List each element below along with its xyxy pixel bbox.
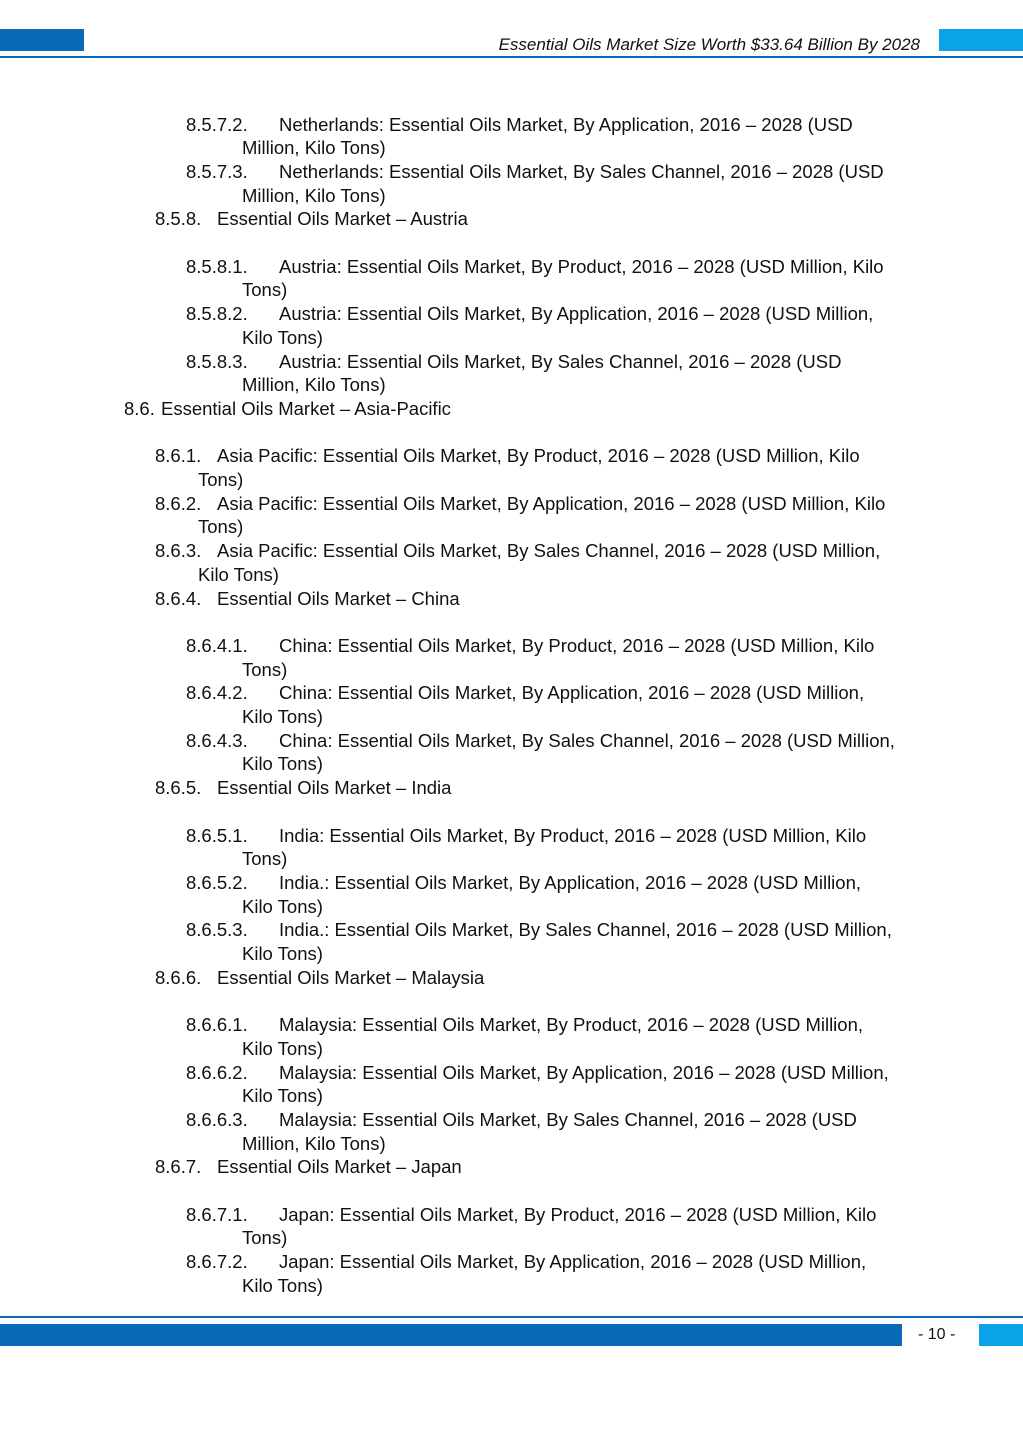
toc-entry-number: 8.6.1. xyxy=(155,445,202,467)
toc-entry-number: 8.6.3. xyxy=(155,540,202,562)
toc-entry-title: India: Essential Oils Market, By Product, 2016 – 2028 (USD Million, Kilo xyxy=(279,824,867,846)
toc-entry-continuation: Million, Kilo Tons) xyxy=(242,374,386,396)
toc-entry-continuation: Tons) xyxy=(198,469,244,490)
toc-entry-title: Netherlands: Essential Oils Market, By Application, 2016 – 2028 (USD xyxy=(279,113,853,135)
page-number: - 10 - xyxy=(918,1326,956,1343)
toc-entry-continuation: Tons) xyxy=(242,848,288,870)
toc-entry xyxy=(186,1108,857,1132)
toc-entry-number: 8.5.8. xyxy=(155,208,202,230)
toc-entry xyxy=(186,1250,866,1274)
toc-entry-title: Japan: Essential Oils Market, By Application, 2016 – 2028 (USD Million, xyxy=(279,1251,867,1273)
toc-entry-number: 8.6.4.1. xyxy=(186,634,248,656)
toc-entry-title: Essential Oils Market – Asia-Pacific xyxy=(161,397,451,419)
toc-entry xyxy=(186,824,866,848)
toc-entry-title: China: Essential Oils Market, By Sales Channel, 2016 – 2028 (USD Million, xyxy=(279,729,895,751)
toc-entry xyxy=(186,1013,863,1037)
toc-entry-number: 8.6.7. xyxy=(155,1156,202,1178)
toc-entry-number: 8.6.4. xyxy=(155,587,202,609)
toc-entry-number: 8.5.8.3. xyxy=(186,350,248,372)
toc-entry-continuation: Tons) xyxy=(242,279,288,301)
toc-entry-title: Netherlands: Essential Oils Market, By Sales Channel, 2016 – 2028 (USD xyxy=(279,160,884,182)
toc-entry-number: 8.5.8.2. xyxy=(186,303,248,325)
toc-entry-continuation: Million, Kilo Tons) xyxy=(242,1132,386,1154)
toc-entry-continuation: Kilo Tons) xyxy=(242,895,323,917)
toc-entry-title: China: Essential Oils Market, By Product, 2016 – 2028 (USD Million, Kilo xyxy=(279,634,875,656)
toc-entry-number: 8.6.5.2. xyxy=(186,871,248,893)
toc-entry-number: 8.6.4.3. xyxy=(186,729,248,751)
toc-entry-continuation: Kilo Tons) xyxy=(242,1085,323,1107)
toc-entry xyxy=(186,160,884,184)
toc-entry-continuation: Tons) xyxy=(242,1227,288,1249)
toc-entry-number: 8.6.6.3. xyxy=(186,1108,248,1130)
toc-entry xyxy=(155,444,860,468)
toc-entry-continuation: Million, Kilo Tons) xyxy=(242,137,386,159)
toc-entry-title: Essential Oils Market – Malaysia xyxy=(217,966,485,988)
toc-entry-number: 8.6.5. xyxy=(155,777,202,799)
toc-entry xyxy=(155,492,885,516)
toc-entry-number: 8.6.4.2. xyxy=(186,682,248,704)
toc-entry-continuation: Kilo Tons) xyxy=(242,1037,323,1059)
toc-entry xyxy=(186,634,874,658)
toc-entry-continuation: Million, Kilo Tons) xyxy=(242,184,386,206)
toc-entry-number: 8.6.6.2. xyxy=(186,1061,248,1083)
toc-entry-continuation: Tons) xyxy=(242,658,288,680)
toc-entry-number: 8.6.5.3. xyxy=(186,919,248,941)
toc-entry-title: Essential Oils Market – China xyxy=(217,587,460,609)
toc-entry xyxy=(186,302,873,326)
toc-entry xyxy=(186,255,884,279)
header-title: Essential Oils Market Size Worth $33.64 Billion By 2028 xyxy=(498,35,920,54)
toc-entry xyxy=(186,113,853,137)
toc-entry-continuation: Kilo Tons) xyxy=(242,753,323,775)
footer-bar-right xyxy=(979,1324,1023,1346)
toc-entry-title: Asia Pacific: Essential Oils Market, By Sales Channel, 2016 – 2028 (USD Million, xyxy=(217,540,881,562)
toc-entry-number: 8.6.7.1. xyxy=(186,1203,248,1225)
toc-entry-number: 8.6.7.2. xyxy=(186,1251,248,1273)
toc-entry-continuation: Tons) xyxy=(198,516,244,538)
toc-entry-title: India.: Essential Oils Market, By Application, 2016 – 2028 (USD Million, xyxy=(279,871,862,893)
toc-entry-number: 8.5.7.2. xyxy=(186,113,248,135)
toc-entry xyxy=(186,1203,876,1227)
toc-entry-number: 8.6.2. xyxy=(155,492,202,514)
toc-entry xyxy=(155,539,880,563)
toc-entry-title: Essential Oils Market – Austria xyxy=(217,208,468,230)
toc-entry xyxy=(155,587,460,611)
toc-entry xyxy=(186,350,841,374)
toc-entry-continuation: Kilo Tons) xyxy=(242,943,323,964)
toc-entry-number: 8.6. xyxy=(124,397,155,419)
toc-entry-title: Malaysia: Essential Oils Market, By Product, 2016 – 2028 (USD Million, xyxy=(279,1014,864,1036)
toc-entry-title: Essential Oils Market – India xyxy=(217,777,452,799)
toc-entry-continuation: Kilo Tons) xyxy=(242,326,323,348)
toc-entry xyxy=(186,1061,889,1085)
toc-entry xyxy=(155,776,451,800)
toc-entry-title: India.: Essential Oils Market, By Sales Channel, 2016 – 2028 (USD Million, xyxy=(279,919,892,941)
toc-entry xyxy=(155,966,484,990)
toc-entry-number: 8.5.8.1. xyxy=(186,255,248,277)
toc-entry xyxy=(186,918,892,942)
toc-entry-title: Malaysia: Essential Oils Market, By Application, 2016 – 2028 (USD Million, xyxy=(279,1061,889,1083)
toc-entry xyxy=(186,729,895,753)
toc-entry xyxy=(124,397,451,421)
toc-entry-title: Asia Pacific: Essential Oils Market, By Product, 2016 – 2028 (USD Million, Kilo xyxy=(217,445,860,467)
toc-entry-number: 8.6.6. xyxy=(155,966,202,988)
toc-entry-number: 8.5.7.3. xyxy=(186,160,248,182)
toc-entry xyxy=(186,681,864,705)
toc-entry-title: Austria: Essential Oils Market, By Application, 2016 – 2028 (USD Million, xyxy=(279,303,874,325)
toc-entry xyxy=(155,207,468,231)
toc-entry xyxy=(155,1155,462,1179)
toc-entry-title: Japan: Essential Oils Market, By Product, 2016 – 2028 (USD Million, Kilo xyxy=(279,1203,877,1225)
toc-entry-continuation: Kilo Tons) xyxy=(198,563,279,585)
toc-entry-title: Austria: Essential Oils Market, By Product, 2016 – 2028 (USD Million, Kilo xyxy=(279,255,884,277)
toc-entry-continuation: Kilo Tons) xyxy=(242,706,323,727)
toc-entry xyxy=(186,871,861,895)
toc-entry-title: China: Essential Oils Market, By Application, 2016 – 2028 (USD Million, xyxy=(279,682,865,704)
toc-entry-title: Austria: Essential Oils Market, By Sales Channel, 2016 – 2028 (USD xyxy=(279,350,842,372)
toc-entry-title: Asia Pacific: Essential Oils Market, By Application, 2016 – 2028 (USD Million, Kilo xyxy=(217,492,886,514)
footer-bar-left xyxy=(0,1324,902,1346)
toc-entry-continuation: Kilo Tons) xyxy=(242,1274,323,1296)
toc-entry-number: 8.6.5.1. xyxy=(186,824,248,846)
footer-rule xyxy=(0,1316,1023,1318)
toc-entry-number: 8.6.6.1. xyxy=(186,1014,248,1036)
toc-entry-title: Essential Oils Market – Japan xyxy=(217,1156,462,1178)
toc-entry-title: Malaysia: Essential Oils Market, By Sales Channel, 2016 – 2028 (USD xyxy=(279,1108,857,1130)
